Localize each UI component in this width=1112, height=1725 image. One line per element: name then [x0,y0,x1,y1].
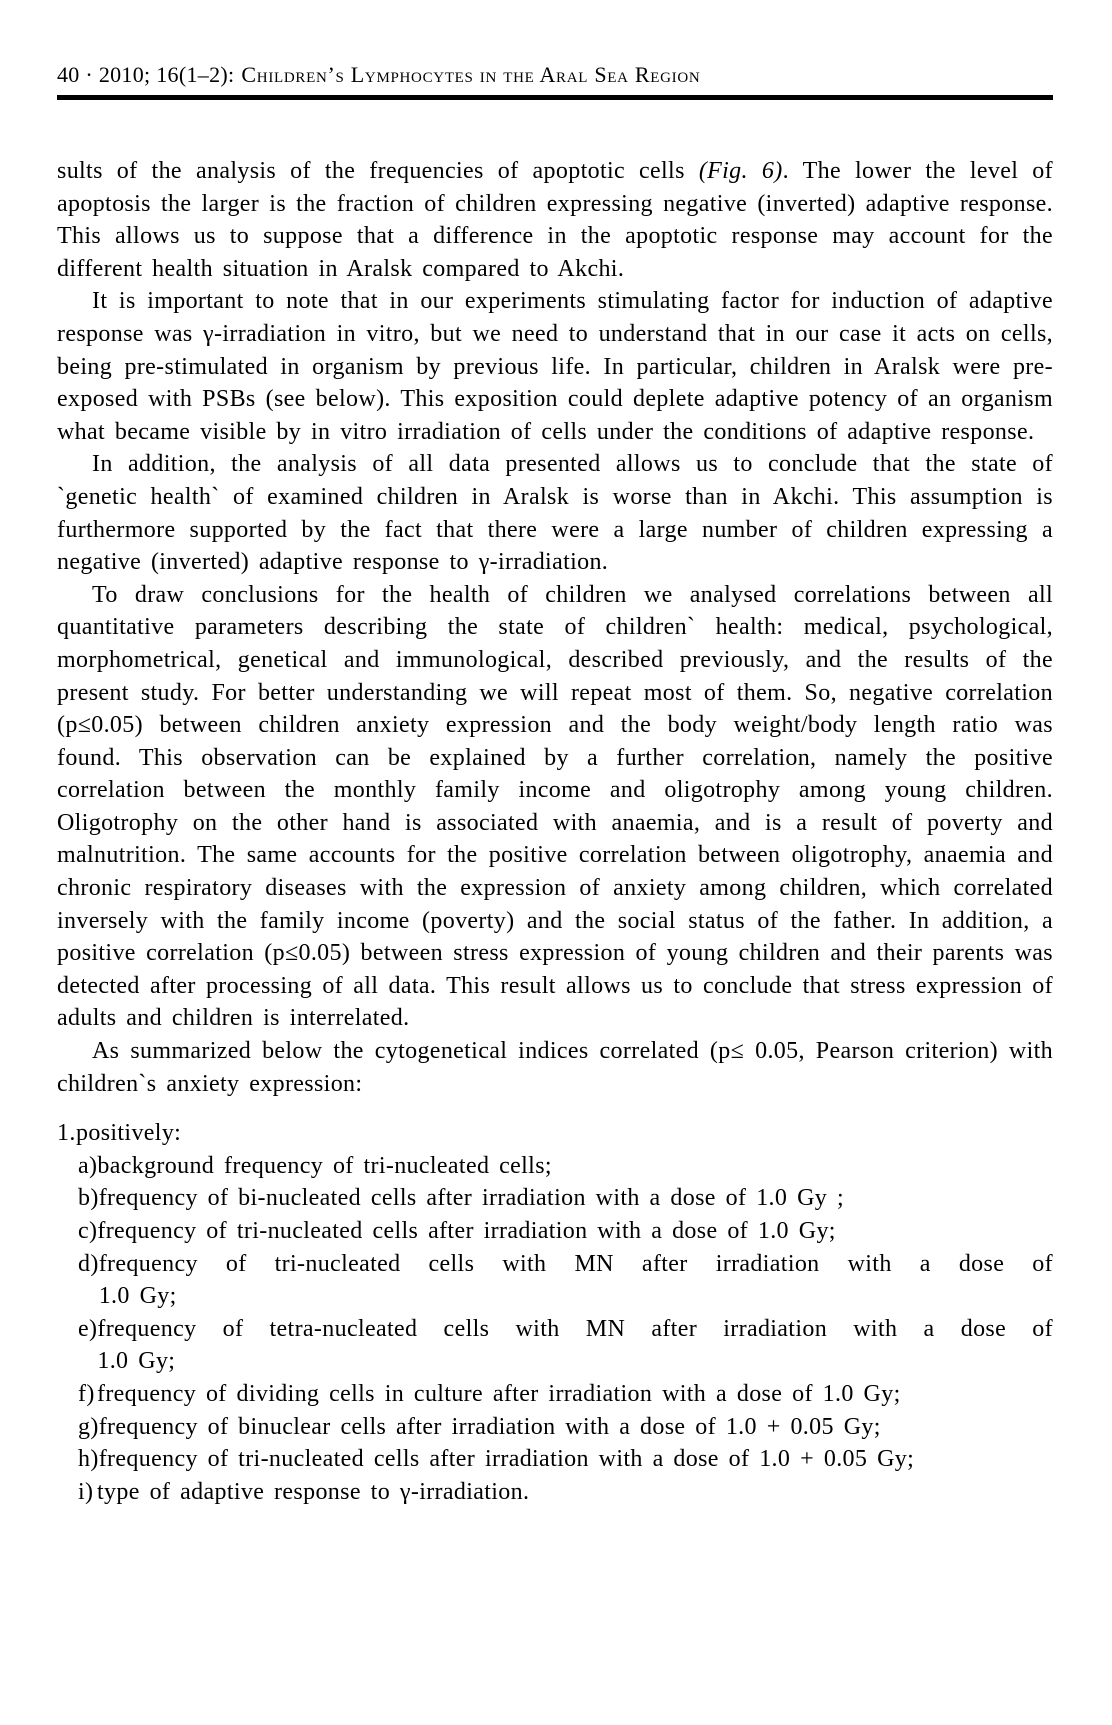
list-item-line: frequency of tetra-nucleated cells with MN after irradiation with a dose of [97,1315,1053,1342]
list-item-line: frequency of bi-nucleated cells after irradiation with a dose of 1.0 Gy ; [98,1185,844,1212]
list-item-line: 1.0 Gy; [98,1283,177,1310]
list-item-text [99,1248,1053,1313]
list-item-text [97,1476,1053,1509]
list-item-marker: e) [78,1315,98,1342]
list-item-b [57,1182,1053,1215]
list-item-marker: h) [78,1446,99,1473]
list-item-e [57,1313,1053,1378]
list-item-line: frequency of tri-nucleated cells after irradiation with a dose of 1.0 + 0.05 Gy; [98,1446,915,1473]
list-item-marker: g) [78,1413,99,1440]
article-body [57,155,1053,1100]
list-item-i [57,1476,1053,1509]
list-item-d [57,1248,1053,1313]
list-item-f [57,1378,1053,1411]
correlation-list [57,1117,1053,1508]
header-rule [57,95,1053,100]
list-item-g [57,1411,1053,1444]
header-page-volume-info: 40 · 2010; 16(1–2): [57,62,235,87]
list-item-text [97,1378,1053,1411]
header-article-title: Children’s Lymphocytes in the Aral Sea Region [241,62,701,87]
list-item-c [57,1215,1053,1248]
sub-item-list [57,1150,1053,1509]
list-item-line: background frequency of tri-nucleated cells; [97,1152,552,1179]
list-item-text [99,1443,1053,1476]
list-item-marker: d) [78,1250,99,1277]
list-item-line: frequency of binuclear cells after irradiation with a dose of 1.0 + 0.05 Gy; [98,1413,881,1440]
paragraph [57,579,1053,1035]
paragraph [57,448,1053,578]
list-item-h [57,1443,1053,1476]
list-item-marker: a) [78,1152,98,1179]
list-item-line: frequency of tri-nucleated cells after irradiation with a dose of 1.0 Gy; [97,1218,836,1244]
list-item-marker: c) [78,1218,98,1244]
list-number: 1. [57,1120,76,1147]
list-item-text [99,1182,1053,1215]
list-label: positively: [76,1120,182,1147]
list-item-text [99,1411,1053,1444]
list-item-marker: b) [78,1185,99,1212]
list-item-text [97,1313,1053,1378]
list-item-line: frequency of tri-nucleated cells with MN after irradiation with a dose of [98,1250,1053,1277]
paragraph [57,285,1053,448]
list-item-marker: f) [78,1380,95,1407]
figure-reference: (Fig. 6) [698,158,783,184]
paragraph-text: As summarized below the cytogenetical indices correlated (p≤ 0.05, Pearson criterion) with children`s anxiety expression: [57,1038,1053,1097]
paragraph-text: In addition, the analysis of all data presented allows us to conclude that the state of `genetic health` of examined children in Aralsk is worse than in Akchi. This assumption is furthermore supported by the fact that there were a large number of children expressing a negative (inverted) adaptive response to γ-irradiation. [57,451,1053,576]
list-item-text [97,1150,1053,1183]
paragraph-text: It is important to note that in our experiments stimulating factor for induction of adaptive response was γ-irradiation in vitro, but we need to understand that in our case it acts on cells, being pre-stimulated in organism by previous life. In particular, children in Aralsk were pre-exposed with PSBs (see below). This exposition could deplete adaptive potency of an organism what became visible by in vitro irradiation of cells under the conditions of adaptive response. [57,288,1053,445]
paragraph-text: To draw conclusions for the health of children we analysed correlations between all quantitative parameters describing the state of children` health: medical, psychological, morphometrical, genetical and immunological, described previously, and the results of the present study. For better understanding we will repeat most of them. So, negative correlation (p≤0.05) between children anxiety expression and the body weight/body length ratio was found. This observation can be explained by a further correlation, namely the positive correlation between the monthly family income and oligotrophy among young children. Oligotrophy on the other hand is associated with anaemia, and is a result of poverty and malnutrition. The same accounts for the positive correlation between oligotrophy, anaemia and chronic respiratory diseases with the expression of anxiety among children, which correlated inversely with the family income (poverty) and the social status of the father. In addition, a positive correlation (p≤0.05) between stress expression of young children and their parents was detected after processing of all data. This result allows us to conclude that stress expression of adults and children is interrelated. [57,581,1053,1032]
list-item-line: 1.0 Gy; [97,1348,176,1375]
paragraph-text: sults of the analysis of the frequencies of apoptotic cells [57,158,699,184]
list-item-marker: i) [78,1478,94,1505]
list-item-line: type of adaptive response to γ-irradiation. [97,1478,530,1505]
list-item-line: frequency of dividing cells in culture after irradiation with a dose of 1.0 Gy; [97,1380,901,1407]
paragraph [57,1035,1053,1100]
list-head-positively [57,1117,1053,1150]
list-item-text [97,1215,1053,1248]
paragraph-text: . The lower the level of apoptosis the larger is the fraction of children expressing negative (inverted) adaptive response. This allows us to suppose that a difference in the apoptotic response may account for the different health situation in Aralsk compared to Akchi. [57,158,1053,282]
paragraph [57,155,1053,285]
list-item-a [57,1150,1053,1183]
running-header [57,62,1053,88]
